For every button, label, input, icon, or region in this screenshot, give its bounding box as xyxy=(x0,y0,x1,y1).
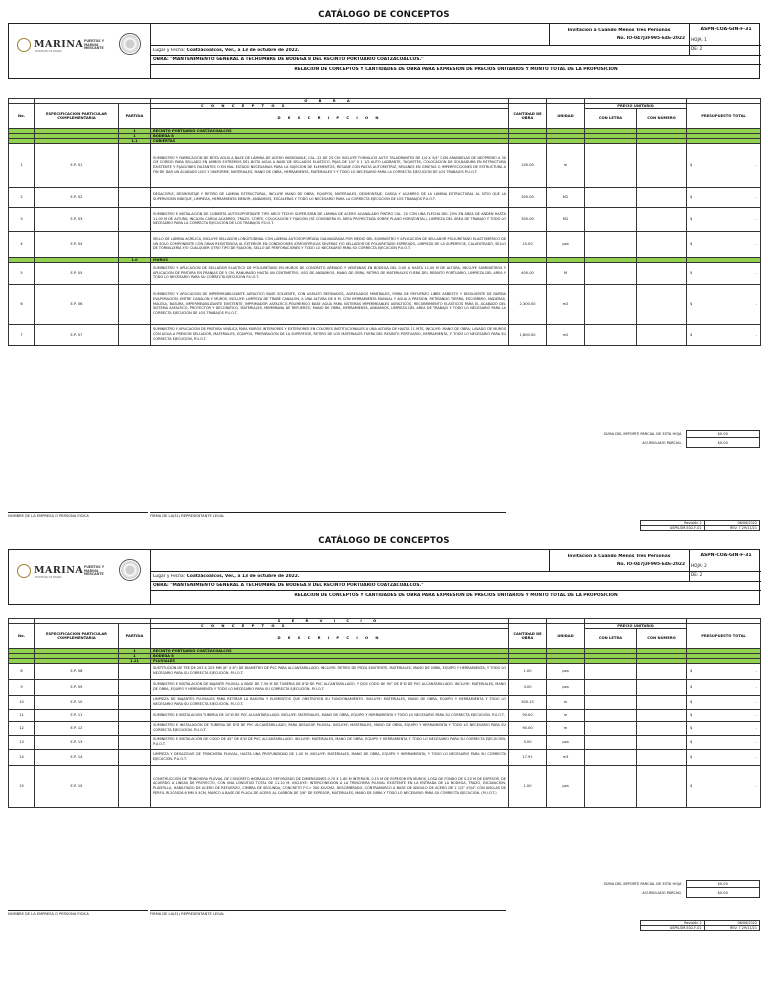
row-ep: E.P. 01 xyxy=(35,143,119,187)
row-unidad: pza xyxy=(547,735,585,749)
row-ep: E.P. 06 xyxy=(35,284,119,324)
table-row xyxy=(9,663,761,679)
sum-table-2: SUMA DEL IMPORTE PARCIAL DE ESTA HOJA $0.00 ACUMULADO PARCIAL $0.00 xyxy=(508,880,760,898)
row-no: 11 xyxy=(9,709,35,721)
row-no: 14 xyxy=(9,749,35,765)
empresa-signature: NOMBRE DE LA EMPRESA O PERSONA FISICA xyxy=(8,512,148,518)
row-no: 2 xyxy=(9,187,35,207)
row-unidad: m xyxy=(547,721,585,735)
row-con-numero[interactable] xyxy=(637,709,687,721)
col-presupuesto: PRESUPUESTO TOTAL xyxy=(687,623,761,648)
row-con-numero[interactable] xyxy=(637,262,687,284)
row-unidad: pza xyxy=(547,679,585,695)
obra-line: OBRA: "MANTENIMIENTO GENERAL A TECHUMBRE DE BODEGA 8 DEL RECINTO PORTUARIO COATZACOALCOS." xyxy=(153,57,424,62)
col-presupuesto: PRESUPUESTO TOTAL xyxy=(687,103,761,128)
row-con-letra[interactable] xyxy=(585,262,637,284)
col-precio: PRECIO UNITARIO xyxy=(585,623,687,628)
row-no: 3 xyxy=(9,207,35,231)
col-partida: PARTIDA xyxy=(119,103,151,128)
row-no: 8 xyxy=(9,663,35,679)
revision-box-2: Revisión 2 06/06/2022 ASPN-SM-502-F-01 REV. 7 29/11/21 xyxy=(640,920,760,931)
category-row: 1.1 CUBIERTAS xyxy=(9,138,761,143)
logo-area xyxy=(9,24,151,78)
col-con-numero: CON NÚMERO xyxy=(637,108,687,128)
row-description: LIMPIEZA Y DESAZOLVE DE TRINCHERA PLUVIAL, HASTA UNA PROFUNDIDAD DE 1.00 M. INCLUYE: MATERIALES, MANO DE OBRA, EQUIPO Y HERRAMIENTA, Y TODO LO NECESARIO PARA SU CORRECTA EJECUCIÓN. P.U.O.T. xyxy=(151,749,509,765)
row-description: SELLO DE LÁMINA ACRÍLICA, INCLUYE SELLADOR LONGITUDINAL CON LÁMINA AUTOSOPORTADA GALVANIZADA POR MEDIO DEL SUMINISTRO Y APLICACIÓN DE SELLADOR POLIURETANO ELASTOMÉRICO DE UN SOLO COMPONENTE CON GRAN RESISTENCIA AL EXTERIOR EN CONDICIONES ATMOSFÉRICAS SEVERAS Y/O SELLADOR DE POLIURETANO ESPREADO, LIMPIEZA DE LA SUPERFICIE, CALAFATEADO, SELLO DE TORNILLERÍA Y/O CUALQUIER OTRO TIPO DE FIJACIÓN, SELLO DE PERFORACIONES Y TODO LO NECESARIO PARA SU CORRECTA EJECUCIÓN P.U.O.T. xyxy=(151,231,509,257)
row-description: SUMINISTRO Y APLICACIÓN DE PINTURA VINÍLICA PARA MUROS INTERIORES Y EXTERIORES EN COLORES INSTITUCIONALES A UNA ALTURA DE HASTA 11 MTS, INCLUYE: MANO DE OBRA, LAVADO DE MUROS CON AGUA A PRESIÓN SELLADOR, MATERIALES, EQUIPOS, PREPARACION DE LA SUPERFICIE, RETIRO DE LOS MATERIALES FUERA DEL RESINTO PORTUARIO, HERRAMIENTA, Y TODO LO NECESARIO PARA SU CORRECTA EJECUCION, P.U.O.T. xyxy=(151,324,509,345)
rows-page-1 xyxy=(9,143,761,345)
row-con-letra[interactable] xyxy=(585,749,637,765)
row-description: SUMINISTRO E INSTALACIÓN DE CODO DE 45° DE 8"Ø DE PVC ALCANTARILLADO. INCLUYE: MATERIALES, MANO DE OBRA, EQUIPO Y HERRAMIENTA Y TODO LO NECESARIO PARA SU CORRECTA EJECUCIÓN. P.U.O.T. xyxy=(151,735,509,749)
row-no: 5 xyxy=(9,262,35,284)
seal-icon xyxy=(119,559,141,581)
row-cantidad: 300.00 xyxy=(509,187,547,207)
row-con-numero[interactable] xyxy=(637,749,687,765)
doc-title: CATÁLOGO DE CONCEPTOS xyxy=(318,536,450,546)
brand-name: MARINA xyxy=(34,565,84,576)
row-cantidad: 3.00 xyxy=(509,679,547,695)
row-con-numero[interactable] xyxy=(637,284,687,324)
invitation-number: No. IO-047J3F995-E46-2022 xyxy=(616,36,685,41)
row-con-letra[interactable] xyxy=(585,695,637,709)
row-ep: E.P. 03 xyxy=(35,207,119,231)
col-conceptos: C O N C E P T O S xyxy=(151,103,509,108)
table-row xyxy=(9,735,761,749)
row-total: $ - xyxy=(687,143,761,187)
invitation-label: Invitación a Cuando Menos Tres Personas xyxy=(567,28,671,33)
row-con-letra[interactable] xyxy=(585,207,637,231)
puertos-logo-text: PUERTOS Y MARINA MERCANTE xyxy=(84,39,105,51)
firma-signature: FIRMA DE LA(EL) REPRESENTANTE LEGAL xyxy=(150,910,506,916)
de-label: DE: 2 xyxy=(691,46,703,51)
category-row: 1.0 MUROS xyxy=(9,257,761,262)
form-code: ASPN-COA-GIN-F-31 xyxy=(700,553,752,558)
row-ep: E.P. 12 xyxy=(35,721,119,735)
row-cantidad: 300.00 xyxy=(509,207,547,231)
brand-name: MARINA xyxy=(34,39,84,50)
row-unidad: pza xyxy=(547,765,585,807)
row-con-numero[interactable] xyxy=(637,187,687,207)
row-con-letra[interactable] xyxy=(585,143,637,187)
brand-subtitle: SECRETARÍA DE MARINA xyxy=(35,50,62,53)
obra-line: OBRA: "MANTENIMIENTO GENERAL A TECHUMBRE DE BODEGA 8 DEL RECINTO PORTUARIO COATZACOALCOS." xyxy=(153,583,424,588)
row-total: $ - xyxy=(687,231,761,257)
row-ep: E.P. 14 xyxy=(35,749,119,765)
col-espec: ESPECIFICACION PARTICULAR COMPLEMENTARIA xyxy=(35,623,119,648)
concepts-table-1 xyxy=(8,92,761,346)
row-con-letra[interactable] xyxy=(585,721,637,735)
lugar-fecha: Lugar y Fecha: Coatzacoalcos, Ver., a 13 de octubre de 2022. xyxy=(153,574,300,579)
row-con-numero[interactable] xyxy=(637,663,687,679)
puertos-logo-text: PUERTOS Y MARINA MERCANTE xyxy=(84,565,105,577)
header-block xyxy=(8,549,760,605)
table-row xyxy=(9,187,761,207)
lugar-fecha: Lugar y Fecha: Coatzacoalcos, Ver., a 13 de octubre de 2022. xyxy=(153,48,300,53)
table-row xyxy=(9,143,761,187)
row-ep: E.P. 15 xyxy=(35,765,119,807)
row-no: 10 xyxy=(9,695,35,709)
col-conceptos: C O N C E P T O S xyxy=(151,623,509,628)
row-unidad: m3 xyxy=(547,749,585,765)
col-con-letra: CON LETRA xyxy=(585,628,637,648)
col-cantidad: CANTIDAD DE OBRA xyxy=(509,103,547,128)
row-no: 4 xyxy=(9,231,35,257)
revision-box-1: Revisión 2 06/06/2022 ASPN-SM-502-F-01 REV. 7 29/11/21 xyxy=(640,520,760,531)
row-description: SUMINISTRO Y FABRICACIÓN DE BOTA AGUA A BASE DE LÁMINA DE ACERO INOXIDABLE, CAL. 22 DE 25 CM. INCLUYE TORNILLOS AUTO TALADRANTES DE 1/4 X 3/4" CON ARANDELAS DE NEOPRENO A 30 CM CORIDO PARA SELLADO EN AMBOS EXTREMOS DEL BOTA AGUA A BASE DE SELLADOS ELÁSTICO, PIJAS DE 1/4" X 1 1/2 AUTO LADRANTE, TAQUETES, COLOCACIÓN DE SOLDADURA EN ESTRUCTURA EXISTENTE Y FIJACIONES FALTANTES O EN MAL ESTADO NECESARIAS PARA LA SUJECIÓN DE ELEMENTOS, RESANE CON PASTA AUTOMOTRIZ, RESANES EN GRIETAS O IMPERFECCIONES DE ESTRUCTURA A FIN DE DAR UN ACABADO LISO Y UNIFORME, MATERIALES, MANO DE OBRA, HERRAMIENTA, MATERIALES Y Y TODO LO NECESARIO PARA LA CORRECTA EJECUCION DE LOS TRABAJOS P.U.O.T. xyxy=(151,143,509,187)
row-total: $ - xyxy=(687,765,761,807)
row-cantidad: 400.00 xyxy=(509,262,547,284)
row-con-numero[interactable] xyxy=(637,765,687,807)
table-row xyxy=(9,709,761,721)
seal-icon xyxy=(119,33,141,55)
row-description: LIMPIEZA DE BAJANTES PLUVIALES PARA RETIRAR LA BASURA Y ELEMENTOS QUE OBSTRUYEN SU FUNCIONAMIENTO. INCLUYE: MATERIALES, MANO DE OBRA, EQUIPO Y HERRAMIENTA Y TODO LO NECESARIO PARA SU CORRECTA EJECUCIÓN. P.U.O.T. xyxy=(151,695,509,709)
row-con-letra[interactable] xyxy=(585,324,637,345)
row-con-letra[interactable] xyxy=(585,679,637,695)
row-con-numero[interactable] xyxy=(637,735,687,749)
table-row xyxy=(9,721,761,735)
col-cantidad: CANTIDAD DE OBRA xyxy=(509,623,547,648)
sheet-2 xyxy=(8,532,760,992)
row-con-numero[interactable] xyxy=(637,721,687,735)
anchor-emblem-icon xyxy=(17,38,31,52)
relacion-line: RELACION DE CONCEPTOS Y CANTIDADES DE OBRA PARA EXPRESION DE PRECIOS UNITARIOS Y MONTO TOTAL DE LA PROPOSICION xyxy=(294,67,618,72)
col-descripcion: D E S C R I P C I O N xyxy=(151,628,509,648)
col-unidad: UNIDAD xyxy=(547,103,585,128)
row-no: 12 xyxy=(9,721,35,735)
row-con-numero[interactable] xyxy=(637,207,687,231)
table-row xyxy=(9,324,761,345)
anchor-emblem-icon xyxy=(17,564,31,578)
row-unidad: m xyxy=(547,695,585,709)
header-block xyxy=(8,23,760,79)
row-con-numero[interactable] xyxy=(637,695,687,709)
form-code: ASPN-COA-GIN-F-31 xyxy=(700,27,752,32)
row-total: $ - xyxy=(687,749,761,765)
row-con-numero[interactable] xyxy=(637,679,687,695)
row-ep: E.P. 07 xyxy=(35,324,119,345)
row-unidad: M xyxy=(547,262,585,284)
col-precio: PRECIO UNITARIO xyxy=(585,103,687,108)
row-unidad: M2 xyxy=(547,187,585,207)
firma-signature: FIRMA DE LA(EL) REPRESENTANTE LEGAL xyxy=(150,512,506,518)
row-cantidad: 3.00 xyxy=(509,735,547,749)
category-row: 1 BODEGA 8 xyxy=(9,653,761,658)
sheet-1 xyxy=(8,6,760,536)
row-total: $ - xyxy=(687,324,761,345)
col-espec: ESPECIFICACION PARTICULAR COMPLEMENTARIA xyxy=(35,103,119,128)
row-unidad: m xyxy=(547,709,585,721)
row-con-numero[interactable] xyxy=(637,324,687,345)
col-descripcion: D E S C R I P C I O N xyxy=(151,108,509,128)
row-cantidad: 1.00 xyxy=(509,765,547,807)
row-unidad: m2 xyxy=(547,324,585,345)
table-row xyxy=(9,679,761,695)
row-unidad: pza xyxy=(547,663,585,679)
category-row: 1.11 PLUVIALES xyxy=(9,658,761,663)
doc-title: CATÁLOGO DE CONCEPTOS xyxy=(318,10,450,20)
col-con-numero: CON NÚMERO xyxy=(637,628,687,648)
table-row xyxy=(9,765,761,807)
row-cantidad: 15.00 xyxy=(509,231,547,257)
brand-subtitle: SECRETARÍA DE MARINA xyxy=(35,576,62,579)
row-cantidad: 140.00 xyxy=(509,143,547,187)
category-row: 1 BODEGA 8 xyxy=(9,133,761,138)
row-description: SUMINISTRO E INSTALACIÓN DE TUBERIA DE 8"Ø DE PVC ALCANTARILLADO, PARA DESAGÜE PLUVIAL. INCLUYE: MATERIALES, MANO DE OBRA, EQUIPO Y HERRAMIENTA Y TODO LO NECESARIO PARA SU CORRECTA EJECUCIÓN. P.U.O.T. xyxy=(151,721,509,735)
row-ep: E.P. 08 xyxy=(35,663,119,679)
row-ep: E.P. 10 xyxy=(35,695,119,709)
table-row xyxy=(9,284,761,324)
row-no: 1 xyxy=(9,143,35,187)
row-no: 9 xyxy=(9,679,35,695)
row-unidad: m2 xyxy=(547,284,585,324)
row-total: $ - xyxy=(687,709,761,721)
row-con-letra[interactable] xyxy=(585,187,637,207)
row-con-letra[interactable] xyxy=(585,663,637,679)
col-no: No. xyxy=(9,103,35,128)
row-ep: E.P. 05 xyxy=(35,262,119,284)
row-con-letra[interactable] xyxy=(585,284,637,324)
row-unidad: m xyxy=(547,143,585,187)
hoja-label: HOJA: 2 xyxy=(691,563,707,568)
row-total: $ - xyxy=(687,695,761,709)
row-cantidad: 90.00 xyxy=(509,721,547,735)
col-partida: PARTIDA xyxy=(119,623,151,648)
group-title: O B R A xyxy=(151,98,509,103)
row-description: SUMINISTRO Y APLICACION DE IMPERMEABILIZANTE ASFALTICO BASE SOLVENTE, CON ASFALTO REFINADOS, AGREGADOS MINERALES, FIBRA DE REFUERZO LIBRE ASBESTO Y DISOLVENTE DE RAPIDA EVAPORACION, ENTRE CANALON Y MUROS. INCLUYE: LIMPIEZA DE TRABE CANALON, A UNA ALTURA DE 6 M. CON HERRAMIENTA MANUAL Y AGUA A PRESION, RETIRANDO TIERRA, ESCOMBRO, MADERAS, MALESA, BASURA, IMPERMEABILIZANTE EXISTENTE, IMPRIMADOR ASFALTICO-POLIMERICO BASE AGUA PARA SISTEMAS IMPERMEABLES ASFALTICOS, RECUBRIMIENTO ELASTICOS PARA EL ACABADO DEL SISTEMA ASFALTICO, PROTECTOR Y DECORATICO, MATERIALES, MEMBRANA DE REFUERZO, MANO DE OBRA, HERRAMIENTA, ANDAMIOS, LIMPIEZA DEL AREA DE TRABAJO Y TODO LO NECESARIO PARA LA CORRECTA EJECUCION DE LOS TRABAJOS P.U.O.T. xyxy=(151,284,509,324)
row-description: SUSTITUCIÓN DE TEE DE 203 X 203 MM (8" X 8") DE DIAMETRO DE PVC PARA ALCANTARILLADO. INCLUYE: RETIRO DE PIEZA EXISTENTE, MATERIALES, MANO DE OBRA, EQUIPO Y HERRAMIENTA, Y TODO LO NECESARIO PARA SU CORRECTA EJECUCIÓN. P.U.O.T. xyxy=(151,663,509,679)
col-no: No. xyxy=(9,623,35,648)
col-unidad: UNIDAD xyxy=(547,623,585,648)
table-row xyxy=(9,207,761,231)
row-total: $ - xyxy=(687,663,761,679)
row-total: $ - xyxy=(687,284,761,324)
row-ep: E.P. 04 xyxy=(35,231,119,257)
rows-page-2 xyxy=(9,663,761,807)
hoja-label: HOJA: 1 xyxy=(691,37,707,42)
row-total: $ - xyxy=(687,262,761,284)
row-total: $ - xyxy=(687,187,761,207)
sum-table-1: SUMA DEL IMPORTE PARCIAL DE ESTA HOJA $0.00 ACUMULADO PARCIAL $0.00 xyxy=(508,430,760,448)
table-row xyxy=(9,749,761,765)
row-cantidad: 300.15 xyxy=(509,695,547,709)
invitation-label: Invitación a Cuando Menos Tres Personas xyxy=(567,554,671,559)
row-total: $ - xyxy=(687,679,761,695)
category-row: 1 RECINTO PORTUARIO COATZACOALCOS xyxy=(9,128,761,133)
row-cantidad: 1.00 xyxy=(509,663,547,679)
row-ep: E.P. 11 xyxy=(35,709,119,721)
row-unidad: M2 xyxy=(547,207,585,231)
row-description: SUMINISTRO Y APLICACION DE SELLADOR ELASTICO DE POLIURETANO EN MUROS DE CONCRETO ARMADO Y VENTANAS EN BODEGA DEL 0.00 A HASTA 11.00 M DE ALTURA, INCLUYE SUMINISTROS Y APLICACION DE PINTURA EN FRANJAS DE 5 CM, RANURADO HASTA UN CENTIMETRO, USO DE ANDAMIOS, MANO DE OBRA, RETIRO DE MATERIALES FUERA DEL RESINTO PORTUARIO, LIMPIEZA DEL AREA Y TODO LO NECESARIO PARA SU CORRECTA EJECUCION P.U.O.T. xyxy=(151,262,509,284)
row-con-numero[interactable] xyxy=(637,143,687,187)
row-unidad: pza xyxy=(547,231,585,257)
row-ep: E.P. 09 xyxy=(35,679,119,695)
row-cantidad: 90.00 xyxy=(509,709,547,721)
table-row xyxy=(9,262,761,284)
row-no: 13 xyxy=(9,735,35,749)
row-description: SUMINISTRO E INSTALACIÓN DE BAJANTE PLUVIAL A BASE DE 7.50 M DE TUBERIA DE 8"Ø DE PVC ALCANTARILLADO, Y DOS CODO DE 90° DE 8"Ø DE PVC ALCANTARILLADO. INCLUYE: MATERIALES, MANO DE OBRA, EQUIPO Y HERRAMIENTA Y TODO LO NECESARIO PARA SU CORRECTA EJECUCIÓN. P.U.O.T. xyxy=(151,679,509,695)
invitation-number: No. IO-047J3F995-E46-2022 xyxy=(616,562,685,567)
row-cantidad: 2,300.00 xyxy=(509,284,547,324)
row-description: SUMINISTRO E INSTALACIÓN TUBERIA DE 10"Ø DE PVC ALCANTARILLADO. INCLUYE: MATERIALES, MANO DE OBRA, EQUIPO Y HERRAMIENTA Y TODO LO NECESARIO PARA SU CORRECTA EJECUCIÓN. P.U.O.T. xyxy=(151,709,509,721)
group-title: S E R V I C I O xyxy=(151,618,509,623)
row-description: SUMINISTRO E INSTALACIÓN DE CUBIERTA AUTOSOPORTANTE TIPO ARCO TECHO SUPER-SPAN DE LÁMINA DE ACERO ACANALADO PINTRO CAL. 20 CON UNA FLECHA DEL 20% EN ÁREA DE ANDEN HASTA 11.00 M DE ALTURA; INCLUYA CARGA ACARREO, TRAZO, CORTE, COLOCACIÓN Y FIJACIÓN (SE CONSIDERA EL ÁREA PROYECTADA SOBRE PLANO HORIZONTAL), LIMPIEZA DEL ÁREA DE TRABAJO Y TODO LO NECESARIO PARA LA CORRECTA EJECUCIÓN DE LOS TRABAJOS P.U.O.T. xyxy=(151,207,509,231)
row-description: DESACOPLE, DESMONTAJE Y RETIRO DE LÁMINA ESTRUCTURAL, INCLUYE MANO DE OBRA, EQUIPOS, MATERIALES, DESMONTAJE, CARGA Y ACARREO DE LA LÁMINA ESTRUCTURAL AL SITIO QUE LA SUPERVISION INDIQUE, LIMPIEZA, HERRAMIENTA MENOR, ANDAMIOS, ESCALERAS Y TODO LO NECESARIO PARA LA CORRECTA EJECUCION DE LOS TRABAJOS P.U.O.T. xyxy=(151,187,509,207)
row-total: $ - xyxy=(687,735,761,749)
row-con-numero[interactable] xyxy=(637,231,687,257)
row-total: $ - xyxy=(687,207,761,231)
row-ep: E.P. 02 xyxy=(35,187,119,207)
de-label: DE: 2 xyxy=(691,572,703,577)
row-con-letra[interactable] xyxy=(585,735,637,749)
table-row xyxy=(9,231,761,257)
table-row xyxy=(9,695,761,709)
col-con-letra: CON LETRA xyxy=(585,108,637,128)
row-con-letra[interactable] xyxy=(585,231,637,257)
row-total: $ - xyxy=(687,721,761,735)
row-description: CONSTRUCCIÓN DE TRINCHERA PLUVIAL DE CONCRETO HIDRÁULICO REFORZADO DE DIMENSIONES 0.70 X 1.80 M INTERIOR, 0.15 M DE ESPESOR EN MUROS, LOSA DE FONDO DE 0.20 M DE ESPESOR, DE ACUERDO A LINEAS DE PROYECTO, CON UNA LONGITUD TOTAL DE 11.10 M. INCLUYE: INTERCONEXION A LA TRINCHERA PLUVIAL EXISTENTE EN LA ENTRADA DE LA BODEGA, TRAZO, EXCAVACION, PLANTILLA, HABILITADO DE ACERO DE REFUERZO, CIMBRA DE SEGUNDA, CONCRETO F'C= 300 KG/CM2, DESCIMBRADO, CONTRAMARCO A BASE DE ANGULO DE ACERO DE 2 1/2" X3/4" CON ANCLAS DE PERFIL IR-203X26.6 MM X 4CM, MARCO A BASE DE PLACA DE ACERO AL CARBON DE 3/8" DE ESPESOR, MATERIALES, MANO DE OBRA Y TODO LO NECESARIO PARA SU CORRECTA EJECUCIÓN. (P.U.O.T.) xyxy=(151,765,509,807)
row-ep: E.P. 13 xyxy=(35,735,119,749)
row-con-letra[interactable] xyxy=(585,765,637,807)
row-no: 7 xyxy=(9,324,35,345)
concepts-table-2 xyxy=(8,612,761,808)
row-no: 15 xyxy=(9,765,35,807)
row-con-letra[interactable] xyxy=(585,709,637,721)
empresa-signature: NOMBRE DE LA EMPRESA O PERSONA FISICA xyxy=(8,910,148,916)
relacion-line: RELACION DE CONCEPTOS Y CANTIDADES DE OBRA PARA EXPRESION DE PRECIOS UNITARIOS Y MONTO TOTAL DE LA PROPOSICION xyxy=(294,593,618,598)
logo-area xyxy=(9,550,151,604)
row-cantidad: 17.91 xyxy=(509,749,547,765)
row-cantidad: 1,800.00 xyxy=(509,324,547,345)
category-row: 1 RECINTO PORTUARIO COATZACOALCOS xyxy=(9,648,761,653)
row-no: 6 xyxy=(9,284,35,324)
